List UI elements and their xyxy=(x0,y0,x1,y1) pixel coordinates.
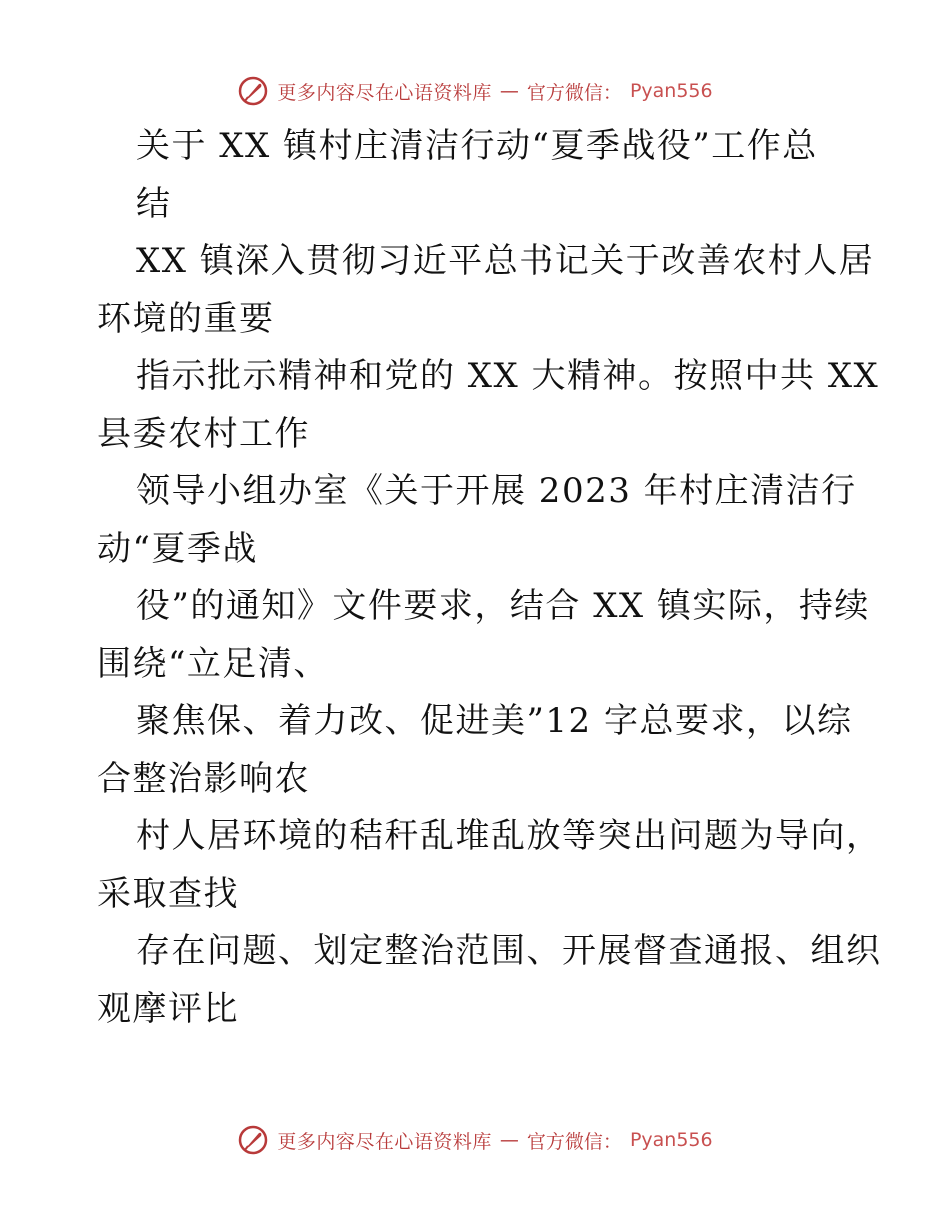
watermark-separator: — xyxy=(499,80,519,102)
text-line: 合整治影响农 xyxy=(97,758,310,799)
watermark-id: Pyan556 xyxy=(629,80,713,102)
feather-seal-icon xyxy=(237,75,269,107)
watermark-label: 官方微信： xyxy=(526,81,622,104)
text-line: 采取查找 xyxy=(97,873,239,914)
watermark-id: Pyan556 xyxy=(629,1129,713,1151)
text-line: 役”的通知》文件要求，结合 XX 镇实际，持续 xyxy=(136,586,870,626)
text-line: 环境的重要 xyxy=(97,298,275,339)
text-line: 县委农村工作 xyxy=(97,413,310,454)
document-body xyxy=(97,118,882,1038)
watermark-separator: — xyxy=(499,1129,519,1151)
text-line: 村人居环境的秸秆乱堆乱放等突出问题为导向， xyxy=(136,816,882,856)
text-line: XX 镇深入贯彻习近平总书记关于改善农村人居 xyxy=(136,241,875,281)
footer-watermark xyxy=(0,1120,950,1160)
watermark-label: 官方微信： xyxy=(526,1130,622,1153)
watermark-text: 更多内容尽在心语资料库 xyxy=(277,1130,492,1153)
text-line: 领导小组办室《关于开展 2023 年村庄清洁行 xyxy=(136,471,857,511)
text-line: 存在问题、划定整治范围、开展督查通报、组织 xyxy=(136,931,882,971)
text-line: 围绕“立足清、 xyxy=(97,643,329,684)
text-line: 关于 XX 镇村庄清洁行动“夏季战役”工作总 xyxy=(136,126,818,166)
header-watermark xyxy=(0,71,950,111)
feather-seal-icon xyxy=(237,1124,269,1156)
text-line: 观摩评比 xyxy=(97,988,239,1029)
text-line: 聚焦保、着力改、促进美”12 字总要求，以综 xyxy=(136,701,853,741)
watermark-text: 更多内容尽在心语资料库 xyxy=(277,81,492,104)
text-line: 动“夏季战 xyxy=(97,528,258,569)
text-line: 指示批示精神和党的 XX 大精神。按照中共 XX xyxy=(136,356,880,396)
text-line: 结 xyxy=(136,183,172,224)
